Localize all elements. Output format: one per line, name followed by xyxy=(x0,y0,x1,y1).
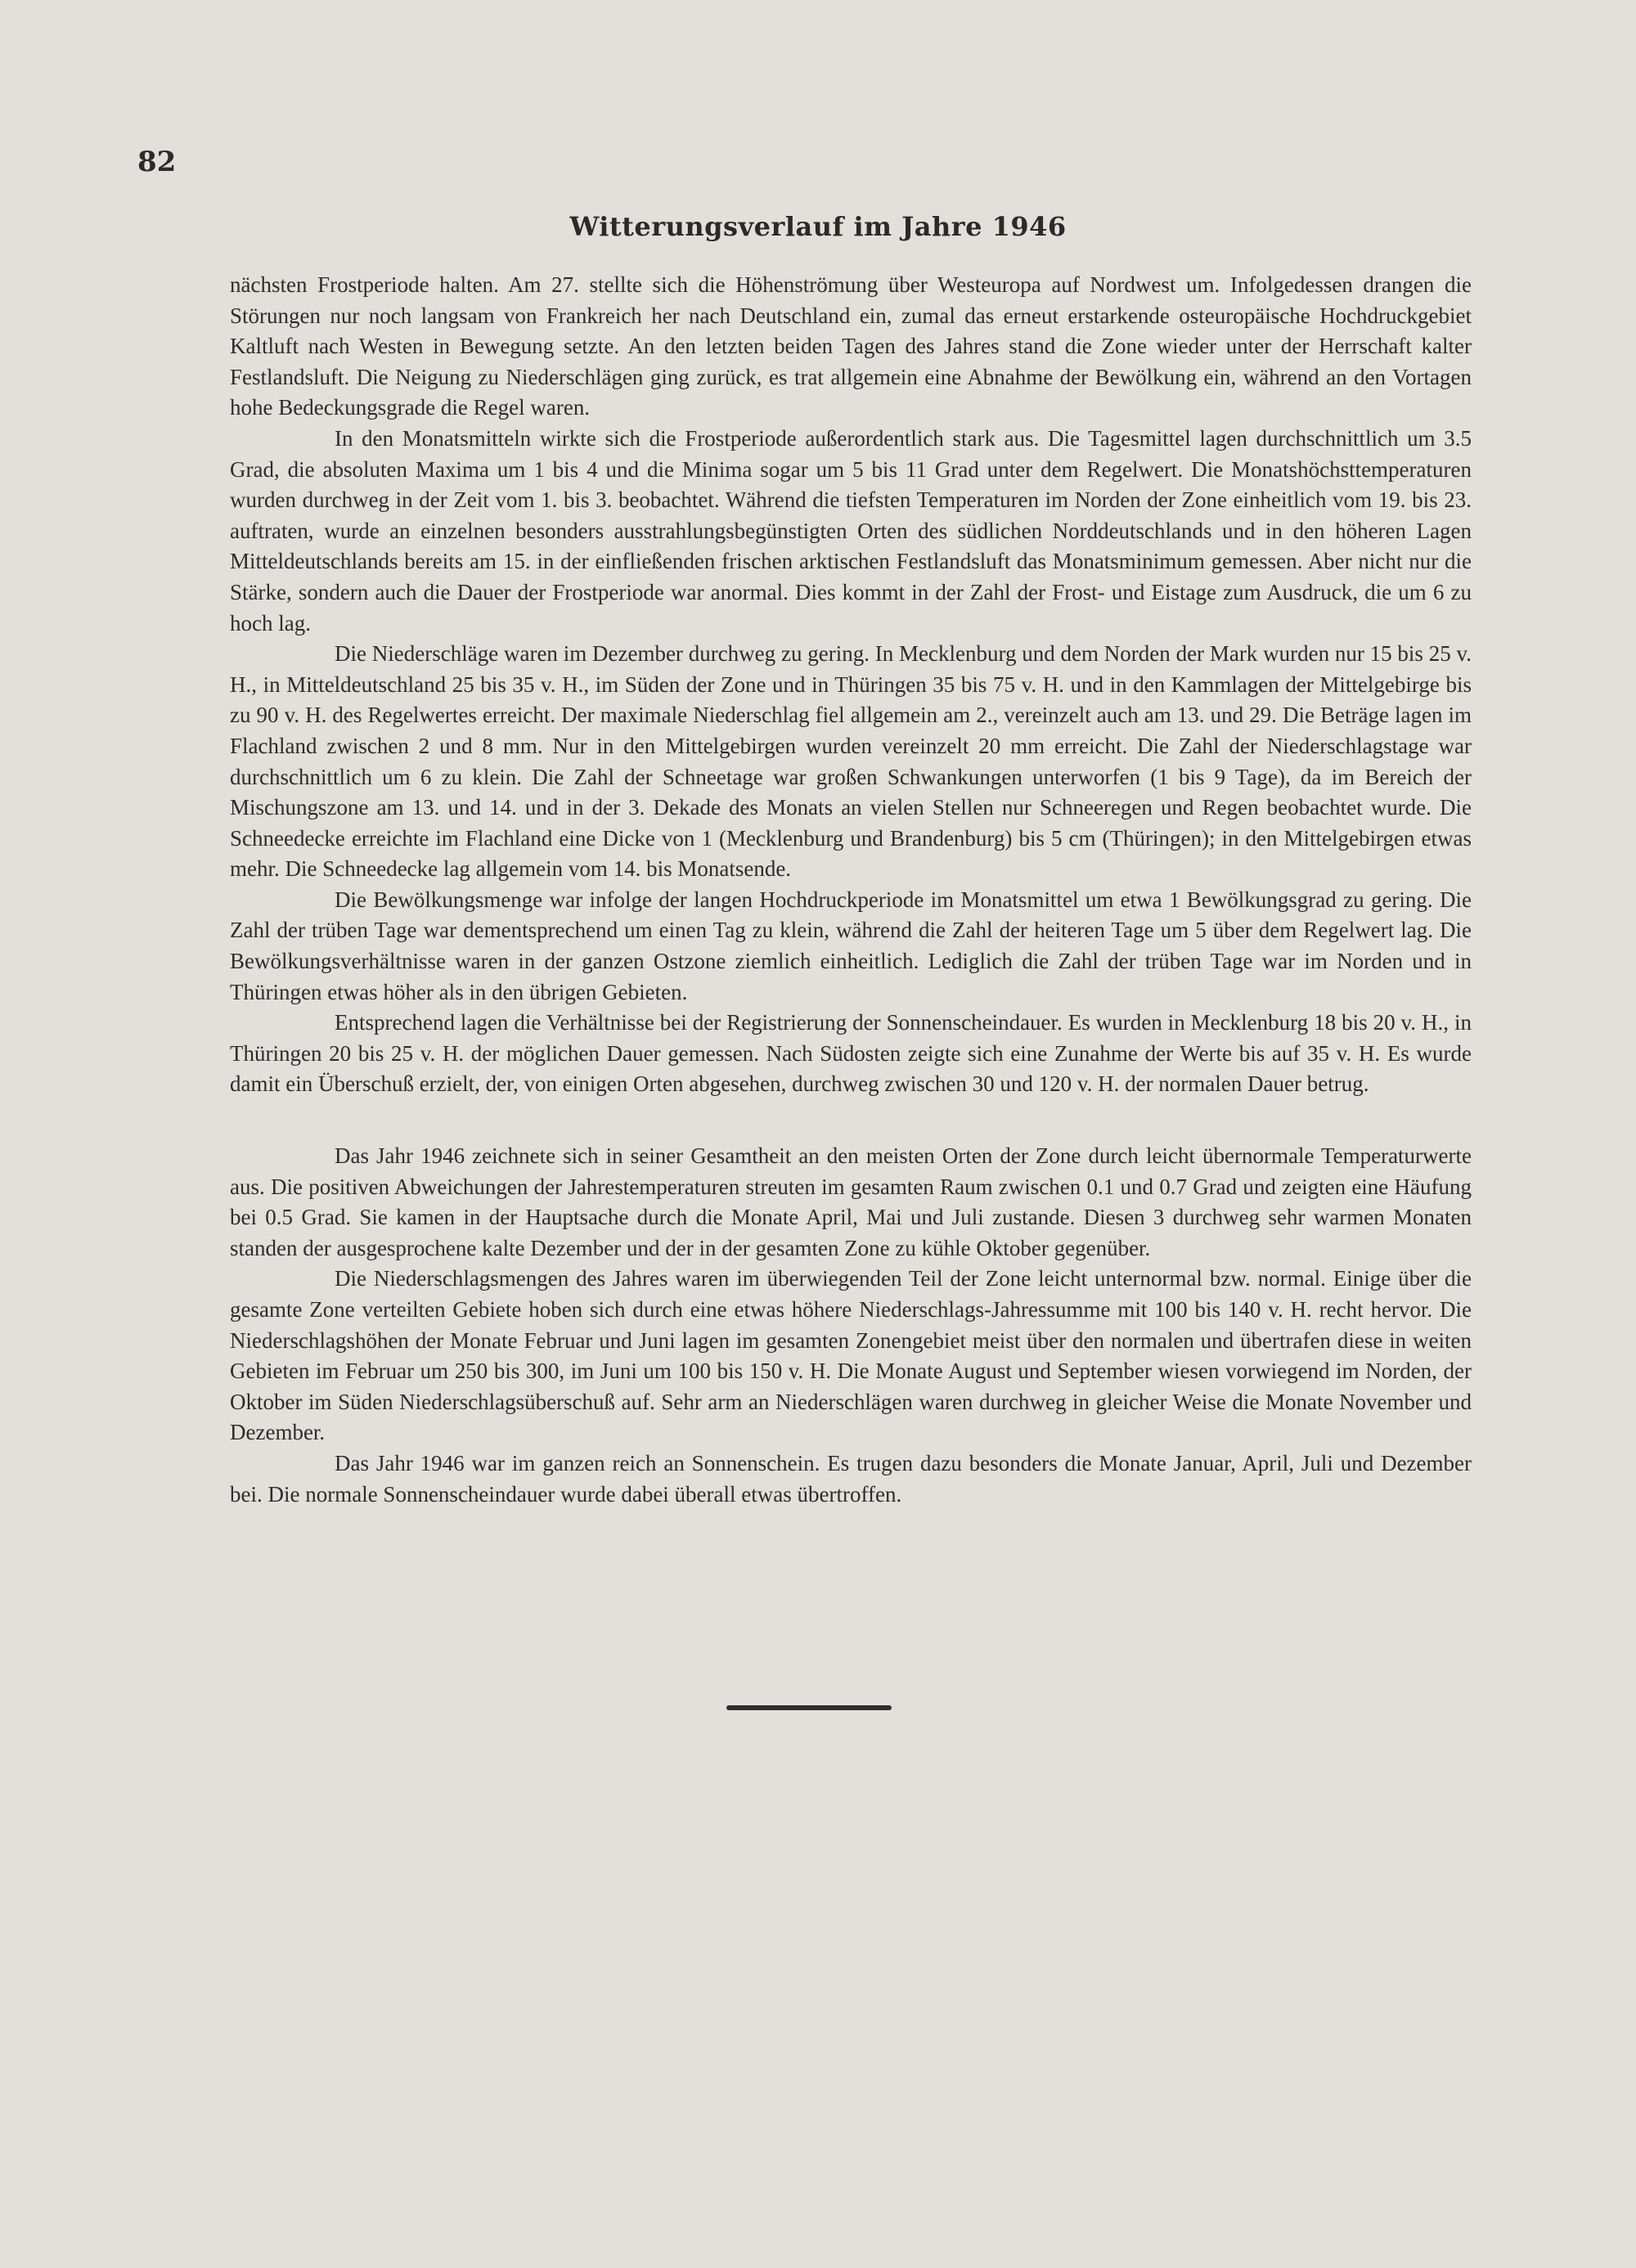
paragraph: In den Monatsmitteln wirkte sich die Frostperiode außerordentlich stark aus. Die Tagesmittel lagen durchschnittlich um 3.5 Grad, die absoluten Maxima um 1 bis 4 und die Minima sogar um 5 bis 11 Grad unter dem Regelwert. Die Monatshöchsttemperaturen wurden durchweg in der Zeit vom 1. bis 3. beobachtet. Während die tiefsten Temperaturen im Norden der Zone einheitlich vom 19. bis 23. auftraten, wurde an einzelnen besonders ausstrahlungsbegünstigten Orten des südlichen Norddeutschlands und in den höheren Lagen Mitteldeutschlands bereits am 15. in der einfließenden frischen arktischen Festlandsluft das Monatsminimum gemessen. Aber nicht nur die Stärke, sondern auch die Dauer der Frostperiode war anormal. Dies kommt in der Zahl der Frost- und Eistage zum Ausdruck, die um 6 zu hoch lag. xyxy=(230,425,1472,635)
paragraph: Die Bewölkungsmenge war infolge der langen Hochdruckperiode im Monatsmittel um etwa 1 Bewölkungsgrad zu gering. Die Zahl der trüben Tage war dementsprechend um einen Tag zu klein, während die Zahl der heiteren Tage um 5 über dem Regelwert lag. Die Bewölkungsverhältnisse waren in der ganzen Ostzone ziemlich einheitlich. Lediglich die Zahl der trüben Tage war im Norden und in Thüringen etwas höher als in den übrigen Gebieten. xyxy=(230,887,1472,1004)
paragraph: Entsprechend lagen die Verhältnisse bei der Registrierung der Sonnenscheindauer. Es wurden in Mecklenburg 18 bis 20 v. H., in Thüringen 20 bis 25 v. H. der möglichen Dauer gemessen. Nach Südosten zeigte sich eine Zunahme der Werte bis auf 35 v. H. Es wurde damit ein Überschuß erzielt, der, von einigen Orten abgesehen, durchweg zwischen 30 und 120 v. H. der normalen Dauer betrug. xyxy=(230,1010,1472,1097)
paragraph: Die Niederschlagsmengen des Jahres waren im überwiegenden Teil der Zone leicht unternormal bzw. normal. Einige über die gesamte Zone verteilten Gebiete hoben sich durch eine etwas höhere Niederschlags-Jahressumme mit 100 bis 140 v. H. recht hervor. Die Niederschlagshöhen der Monate Februar und Juni lagen im gesamten Zonengebiet meist über den normalen und übertrafen diese in weiten Gebieten im Februar um 250 bis 300, im Juni um 100 bis 150 v. H. Die Monate August und September wiesen vorwiegend im Norden, der Oktober im Süden Niederschlagsüberschuß auf. Sehr arm an Niederschlägen waren durchweg in gleicher Weise die Monate November und Dezember. xyxy=(230,1266,1472,1445)
end-ornament-rule xyxy=(726,1705,892,1710)
body-text xyxy=(230,270,1472,1510)
paragraph: Das Jahr 1946 war im ganzen reich an Sonnenschein. Es trugen dazu besonders die Monate Januar, April, Juli und Dezember bei. Die normale Sonnenscheindauer wurde dabei überall etwas übertroffen. xyxy=(230,1450,1472,1507)
paragraph: nächsten Frostperiode halten. Am 27. stellte sich die Höhenströmung über Westeuropa auf Nordwest um. Infolgedessen drangen die Störungen nur noch langsam von Frankreich her nach Deutschland ein, zumal das erneut erstarkende osteuropäische Hochdruckgebiet Kaltluft nach Westen in Bewegung setzte. An den letzten beiden Tagen des Jahres stand die Zone wieder unter der Herrschaft kalter Festlandsluft. Die Neigung zu Niederschlägen ging zurück, es trat allgemein eine Abnahme der Bewölkung ein, während an den Vortagen hohe Bedeckungsgrade die Regel waren. xyxy=(230,272,1472,420)
section-december xyxy=(230,270,1472,1100)
paragraph: Das Jahr 1946 zeichnete sich in seiner Gesamtheit an den meisten Orten der Zone durch leicht übernormale Temperaturwerte aus. Die positiven Abweichungen der Jahrestemperaturen streuten im gesamten Raum zwischen 0.1 und 0.7 Grad und zeigten eine Häufung bei 0.5 Grad. Sie kamen in der Hauptsache durch die Monate April, Mai und Juli zustande. Diesen 3 durchweg sehr warmen Monaten standen der ausgesprochene kalte Dezember und der in der gesamten Zone zu kühle Oktober gegenüber. xyxy=(230,1143,1472,1260)
page-title: Witterungsverlauf im Jahre 1946 xyxy=(569,211,1067,242)
section-divider-space xyxy=(230,1100,1472,1141)
page-number: 82 xyxy=(137,146,177,178)
paragraph: Die Niederschläge waren im Dezember durchweg zu gering. In Mecklenburg und dem Norden der Mark wurden nur 15 bis 25 v. H., in Mitteldeutschland 25 bis 35 v. H., im Süden der Zone und in Thüringen 35 bis 75 v. H. und in den Kammlagen der Mittelgebirge bis zu 90 v. H. des Regelwertes erreicht. Der maximale Niederschlag fiel allgemein am 2., vereinzelt auch am 13. und 29. Die Beträge lagen im Flachland zwischen 2 und 8 mm. Nur in den Mittelgebirgen wurden vereinzelt 20 mm erreicht. Die Zahl der Niederschlagstage war durchschnittlich um 6 zu klein. Die Zahl der Schneetage war großen Schwankungen unterworfen (1 bis 9 Tage), da im Bereich der Mischungszone am 13. und 14. und in der 3. Dekade des Monats an vielen Stellen nur Schneeregen und Regen beobachtet wurde. Die Schneedecke erreichte im Flachland eine Dicke von 1 (Mecklenburg und Brandenburg) bis 5 cm (Thüringen); in den Mittelgebirgen etwas mehr. Die Schneedecke lag allgemein vom 14. bis Monatsende. xyxy=(230,641,1472,882)
section-year-summary xyxy=(230,1141,1472,1510)
